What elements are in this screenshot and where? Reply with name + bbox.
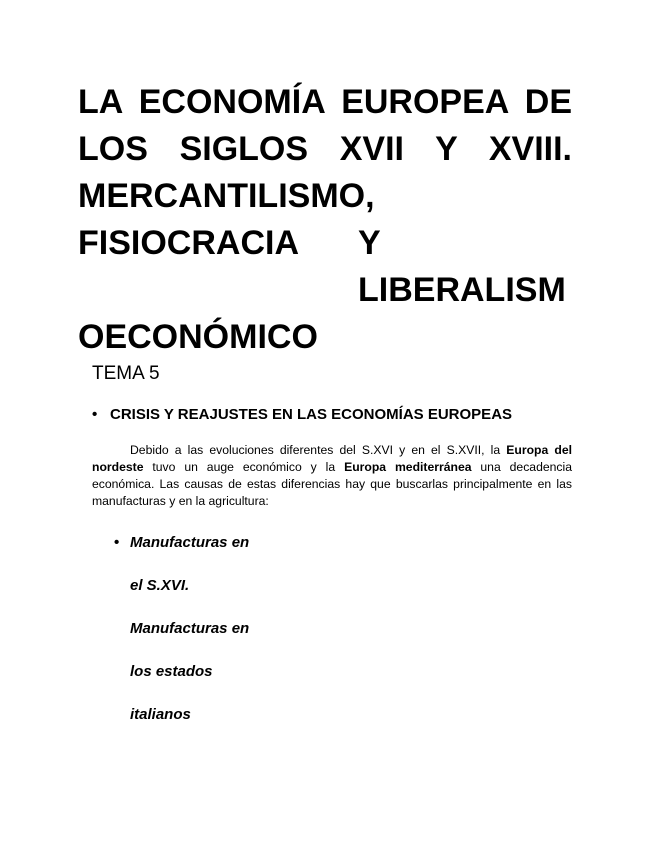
title-line-4-right: Y: [358, 224, 381, 262]
bullet-icon: •: [92, 406, 98, 423]
sub-bullet-icon: •: [114, 534, 120, 551]
subtitle: TEMA 5: [92, 363, 160, 384]
section-heading-text: CRISIS Y REAJUSTES EN LAS ECONOMÍAS EUROPEAS: [110, 406, 513, 423]
paragraph-bold-1: Europa del nordeste: [92, 443, 572, 474]
list-item: el S.XVI.: [130, 577, 190, 594]
title-line-2: LOS SIGLOS XVII Y XVIII.: [78, 130, 572, 168]
paragraph-bold-2: Europa mediterránea: [344, 460, 472, 474]
list-item: Manufacturas en: [130, 534, 250, 551]
section-heading: [92, 405, 512, 425]
body-paragraph: [92, 442, 572, 510]
title-line-4-left: FISIOCRACIA: [78, 224, 299, 262]
paragraph-text-1: Debido a las evoluciones diferentes del S.XVI y en el S.XVII, la: [130, 443, 507, 457]
title-line-5: LIBERALISM: [358, 271, 566, 309]
list-item: Manufacturas en: [130, 620, 250, 637]
title-line-6: OECONÓMICO: [78, 318, 318, 356]
title-line-3: MERCANTILISMO,: [78, 177, 375, 215]
paragraph-text-3: una decadencia económica. Las causas de estas diferencias hay que buscarlas principalmente en las manufacturas y en la agricultura:: [92, 460, 572, 508]
title-line-1: LA ECONOMÍA EUROPEA DE: [78, 83, 572, 121]
list-item: los estados: [130, 663, 213, 680]
list-item: italianos: [130, 706, 191, 723]
paragraph-text-2: tuvo un auge económico y la: [143, 460, 345, 474]
